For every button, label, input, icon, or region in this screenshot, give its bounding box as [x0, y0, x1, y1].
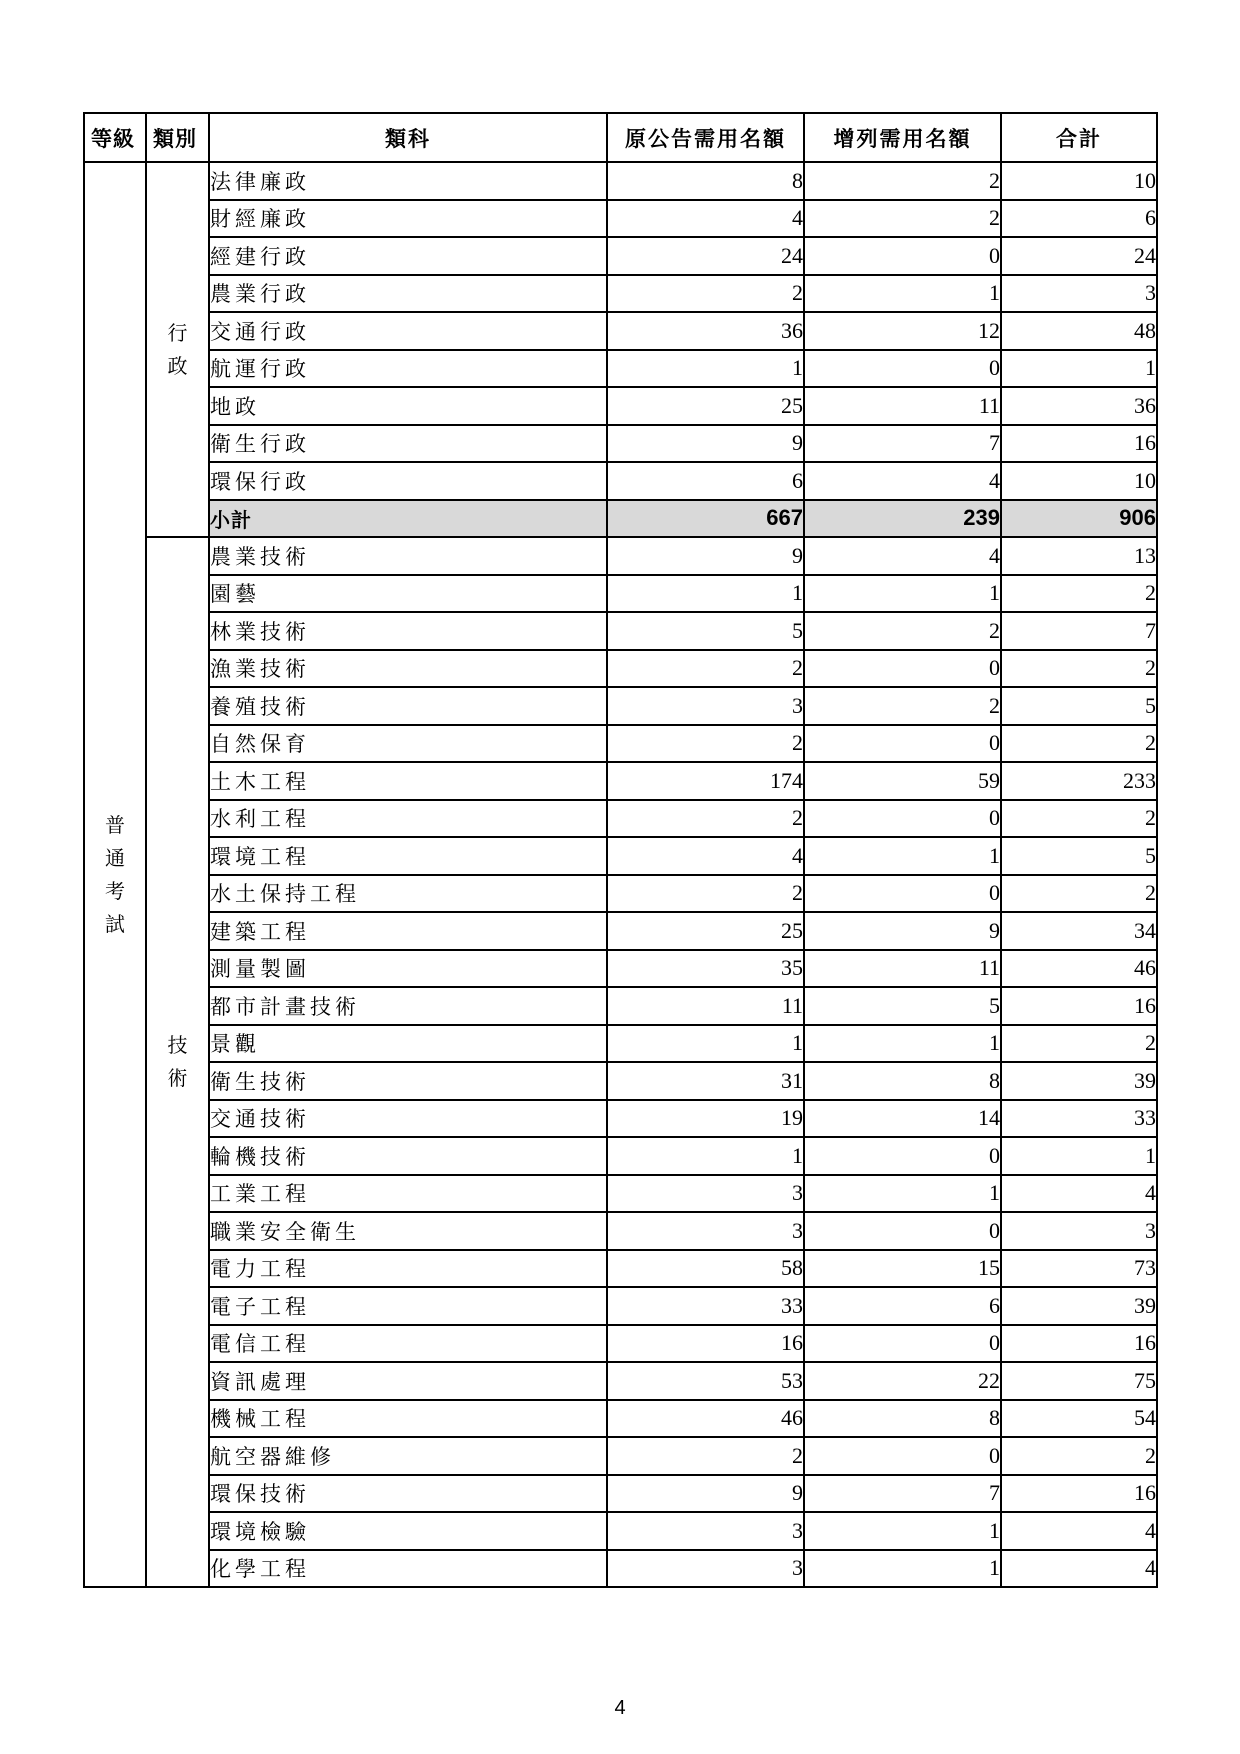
original-quota-cell: 58: [607, 1250, 804, 1288]
added-quota-cell: 4: [804, 537, 1001, 575]
header-subject: 類科: [209, 113, 607, 162]
header-row: [84, 113, 1157, 162]
total-cell: 13: [1001, 537, 1157, 575]
subtotal-added: 239: [804, 500, 1001, 538]
grade-char: 通: [105, 845, 125, 870]
total-cell: 3: [1001, 275, 1157, 313]
original-quota-cell: 2: [607, 650, 804, 688]
original-quota-cell: 35: [607, 950, 804, 988]
table-row: [84, 350, 1157, 388]
total-cell: 4: [1001, 1512, 1157, 1550]
added-quota-cell: 7: [804, 425, 1001, 463]
total-cell: 16: [1001, 987, 1157, 1025]
added-quota-cell: 0: [804, 237, 1001, 275]
added-quota-cell: 11: [804, 387, 1001, 425]
header-original-quota: 原公告需用名額: [607, 113, 804, 162]
subject-cell: 航空器維修: [209, 1437, 607, 1475]
table-row: [84, 1175, 1157, 1213]
added-quota-cell: 1: [804, 575, 1001, 613]
added-quota-cell: 0: [804, 1325, 1001, 1363]
total-cell: 7: [1001, 612, 1157, 650]
total-cell: 16: [1001, 425, 1157, 463]
added-quota-cell: 11: [804, 950, 1001, 988]
total-cell: 2: [1001, 800, 1157, 838]
added-quota-cell: 0: [804, 1437, 1001, 1475]
subject-cell: 環境工程: [209, 837, 607, 875]
added-quota-cell: 12: [804, 312, 1001, 350]
original-quota-cell: 2: [607, 275, 804, 313]
table-row: [84, 162, 1157, 200]
category-char: 技: [167, 1033, 188, 1057]
table-row: [84, 1062, 1157, 1100]
table-row: [84, 575, 1157, 613]
added-quota-cell: 0: [804, 875, 1001, 913]
original-quota-cell: 16: [607, 1325, 804, 1363]
original-quota-cell: 1: [607, 350, 804, 388]
table-row: [84, 950, 1157, 988]
original-quota-cell: 25: [607, 912, 804, 950]
subject-cell: 漁業技術: [209, 650, 607, 688]
subject-cell: 交通技術: [209, 1100, 607, 1138]
original-quota-cell: 3: [607, 1175, 804, 1213]
table-row: [84, 275, 1157, 313]
table-row: [84, 875, 1157, 913]
subtotal-label: 小計: [209, 500, 607, 538]
total-cell: 39: [1001, 1287, 1157, 1325]
added-quota-cell: 8: [804, 1062, 1001, 1100]
original-quota-cell: 1: [607, 1137, 804, 1175]
added-quota-cell: 2: [804, 162, 1001, 200]
subject-cell: 電信工程: [209, 1325, 607, 1363]
table-row: [84, 537, 1157, 575]
table-header: [84, 113, 1157, 162]
grade-char: 試: [105, 911, 125, 936]
original-quota-cell: 2: [607, 725, 804, 763]
header-total: 合計: [1001, 113, 1157, 162]
original-quota-cell: 3: [607, 1212, 804, 1250]
table-row: [84, 650, 1157, 688]
original-quota-cell: 5: [607, 612, 804, 650]
total-cell: 3: [1001, 1212, 1157, 1250]
table-row: [84, 1137, 1157, 1175]
subject-cell: 衛生行政: [209, 425, 607, 463]
subject-cell: 建築工程: [209, 912, 607, 950]
total-cell: 1: [1001, 1137, 1157, 1175]
table-row: [84, 762, 1157, 800]
subject-cell: 電子工程: [209, 1287, 607, 1325]
added-quota-cell: 1: [804, 837, 1001, 875]
header-added-quota: 增列需用名額: [804, 113, 1001, 162]
total-cell: 2: [1001, 650, 1157, 688]
subject-cell: 都市計畫技術: [209, 987, 607, 1025]
subject-cell: 資訊處理: [209, 1362, 607, 1400]
subject-cell: 測量製圖: [209, 950, 607, 988]
added-quota-cell: 4: [804, 462, 1001, 500]
table-row: [84, 800, 1157, 838]
category-cell: [146, 537, 209, 1587]
subject-cell: 景觀: [209, 1025, 607, 1063]
added-quota-cell: 22: [804, 1362, 1001, 1400]
original-quota-cell: 33: [607, 1287, 804, 1325]
subject-cell: 農業行政: [209, 275, 607, 313]
table-row: [84, 1212, 1157, 1250]
original-quota-cell: 3: [607, 1512, 804, 1550]
total-cell: 4: [1001, 1175, 1157, 1213]
table-row: [84, 312, 1157, 350]
total-cell: 75: [1001, 1362, 1157, 1400]
original-quota-cell: 9: [607, 1475, 804, 1513]
category-char: 術: [167, 1066, 188, 1090]
subject-cell: 地政: [209, 387, 607, 425]
table-row: [84, 1512, 1157, 1550]
original-quota-cell: 1: [607, 1025, 804, 1063]
total-cell: 10: [1001, 462, 1157, 500]
subject-cell: 環保行政: [209, 462, 607, 500]
subject-cell: 衛生技術: [209, 1062, 607, 1100]
table-row: [84, 987, 1157, 1025]
total-cell: 36: [1001, 387, 1157, 425]
subject-cell: 電力工程: [209, 1250, 607, 1288]
total-cell: 4: [1001, 1550, 1157, 1588]
table-row: [84, 200, 1157, 238]
total-cell: 233: [1001, 762, 1157, 800]
header-category: 類別: [146, 113, 209, 162]
original-quota-cell: 174: [607, 762, 804, 800]
original-quota-cell: 2: [607, 800, 804, 838]
added-quota-cell: 1: [804, 1550, 1001, 1588]
total-cell: 16: [1001, 1325, 1157, 1363]
original-quota-cell: 4: [607, 837, 804, 875]
subject-cell: 化學工程: [209, 1550, 607, 1588]
added-quota-cell: 1: [804, 1175, 1001, 1213]
added-quota-cell: 59: [804, 762, 1001, 800]
subject-cell: 水土保持工程: [209, 875, 607, 913]
table-row: [84, 1287, 1157, 1325]
subject-cell: 法律廉政: [209, 162, 607, 200]
subject-cell: 經建行政: [209, 237, 607, 275]
category-cell: [146, 162, 209, 537]
table-row: [84, 1100, 1157, 1138]
total-cell: 24: [1001, 237, 1157, 275]
original-quota-cell: 46: [607, 1400, 804, 1438]
added-quota-cell: 0: [804, 350, 1001, 388]
original-quota-cell: 53: [607, 1362, 804, 1400]
category-char: 政: [167, 353, 188, 378]
original-quota-cell: 3: [607, 1550, 804, 1588]
table-row: [84, 912, 1157, 950]
total-cell: 46: [1001, 950, 1157, 988]
total-cell: 34: [1001, 912, 1157, 950]
table-row: [84, 725, 1157, 763]
subject-cell: 機械工程: [209, 1400, 607, 1438]
subtotal-row: [84, 500, 1157, 538]
table-row: [84, 425, 1157, 463]
table-body: [84, 162, 1157, 1587]
total-cell: 2: [1001, 1025, 1157, 1063]
added-quota-cell: 2: [804, 612, 1001, 650]
original-quota-cell: 11: [607, 987, 804, 1025]
original-quota-cell: 8: [607, 162, 804, 200]
subject-cell: 農業技術: [209, 537, 607, 575]
table-row: [84, 1362, 1157, 1400]
original-quota-cell: 24: [607, 237, 804, 275]
total-cell: 54: [1001, 1400, 1157, 1438]
subject-cell: 環境檢驗: [209, 1512, 607, 1550]
original-quota-cell: 31: [607, 1062, 804, 1100]
quota-table: [83, 112, 1158, 1588]
total-cell: 48: [1001, 312, 1157, 350]
added-quota-cell: 5: [804, 987, 1001, 1025]
added-quota-cell: 0: [804, 650, 1001, 688]
original-quota-cell: 9: [607, 537, 804, 575]
subject-cell: 航運行政: [209, 350, 607, 388]
subject-cell: 養殖技術: [209, 687, 607, 725]
table-row: [84, 1325, 1157, 1363]
subtotal-original: 667: [607, 500, 804, 538]
added-quota-cell: 9: [804, 912, 1001, 950]
added-quota-cell: 0: [804, 725, 1001, 763]
added-quota-cell: 1: [804, 1025, 1001, 1063]
original-quota-cell: 2: [607, 875, 804, 913]
total-cell: 2: [1001, 875, 1157, 913]
total-cell: 6: [1001, 200, 1157, 238]
table-row: [84, 1250, 1157, 1288]
table-row: [84, 1400, 1157, 1438]
total-cell: 5: [1001, 687, 1157, 725]
subject-cell: 財經廉政: [209, 200, 607, 238]
total-cell: 2: [1001, 1437, 1157, 1475]
added-quota-cell: 1: [804, 275, 1001, 313]
subject-cell: 水利工程: [209, 800, 607, 838]
table-row: [84, 837, 1157, 875]
added-quota-cell: 15: [804, 1250, 1001, 1288]
header-grade: 等級: [84, 113, 146, 162]
total-cell: 39: [1001, 1062, 1157, 1100]
added-quota-cell: 0: [804, 1212, 1001, 1250]
subject-cell: 輪機技術: [209, 1137, 607, 1175]
added-quota-cell: 2: [804, 687, 1001, 725]
subject-cell: 園藝: [209, 575, 607, 613]
original-quota-cell: 9: [607, 425, 804, 463]
subject-cell: 自然保育: [209, 725, 607, 763]
added-quota-cell: 0: [804, 1137, 1001, 1175]
subject-cell: 林業技術: [209, 612, 607, 650]
added-quota-cell: 6: [804, 1287, 1001, 1325]
table-row: [84, 612, 1157, 650]
table-row: [84, 1475, 1157, 1513]
total-cell: 2: [1001, 725, 1157, 763]
original-quota-cell: 2: [607, 1437, 804, 1475]
subject-cell: 土木工程: [209, 762, 607, 800]
subject-cell: 交通行政: [209, 312, 607, 350]
table-row: [84, 237, 1157, 275]
grade-cell: [84, 162, 146, 1587]
original-quota-cell: 19: [607, 1100, 804, 1138]
table-row: [84, 1025, 1157, 1063]
total-cell: 73: [1001, 1250, 1157, 1288]
added-quota-cell: 2: [804, 200, 1001, 238]
table-row: [84, 387, 1157, 425]
subject-cell: 職業安全衛生: [209, 1212, 607, 1250]
original-quota-cell: 1: [607, 575, 804, 613]
total-cell: 1: [1001, 350, 1157, 388]
original-quota-cell: 36: [607, 312, 804, 350]
added-quota-cell: 1: [804, 1512, 1001, 1550]
subtotal-total: 906: [1001, 500, 1157, 538]
original-quota-cell: 6: [607, 462, 804, 500]
total-cell: 10: [1001, 162, 1157, 200]
subject-cell: 工業工程: [209, 1175, 607, 1213]
original-quota-cell: 3: [607, 687, 804, 725]
total-cell: 5: [1001, 837, 1157, 875]
original-quota-cell: 25: [607, 387, 804, 425]
added-quota-cell: 8: [804, 1400, 1001, 1438]
subject-cell: 環保技術: [209, 1475, 607, 1513]
added-quota-cell: 7: [804, 1475, 1001, 1513]
added-quota-cell: 14: [804, 1100, 1001, 1138]
original-quota-cell: 4: [607, 200, 804, 238]
table-row: [84, 1437, 1157, 1475]
total-cell: 2: [1001, 575, 1157, 613]
table-row: [84, 687, 1157, 725]
total-cell: 16: [1001, 1475, 1157, 1513]
table-row: [84, 462, 1157, 500]
grade-char: 考: [105, 878, 125, 903]
table-row: [84, 1550, 1157, 1588]
added-quota-cell: 0: [804, 800, 1001, 838]
grade-char: 普: [105, 812, 125, 837]
total-cell: 33: [1001, 1100, 1157, 1138]
category-char: 行: [167, 320, 188, 345]
page-number: 4: [614, 1697, 626, 1719]
